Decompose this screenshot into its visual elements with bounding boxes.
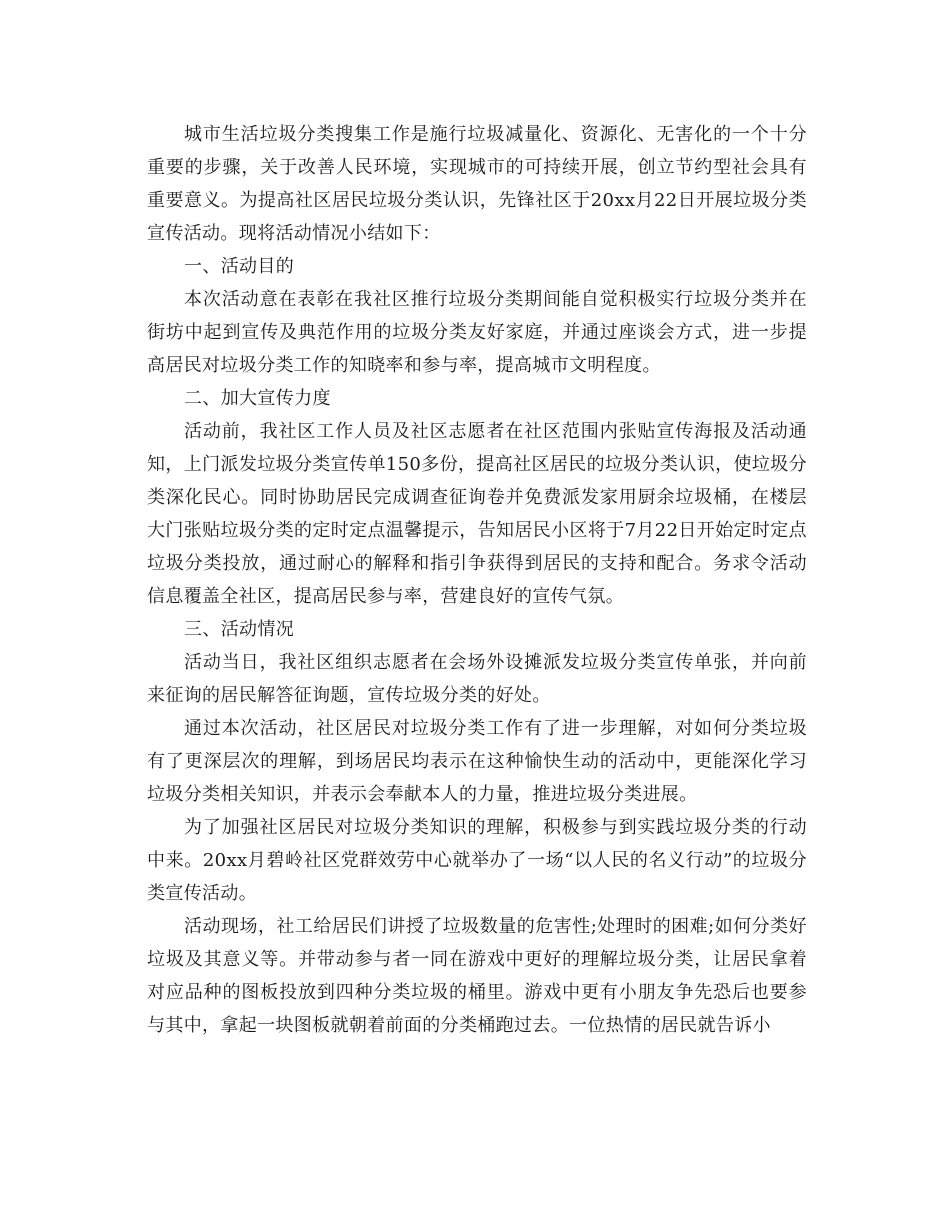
section-heading-activity: 三、活动情况 — [184, 619, 295, 640]
purpose-paragraph: 本次活动意在表彰在我社区推行垃圾分类期间能自觉积极实行垃圾分类并在街坊中起到宣传及典范作用的垃圾分类友好家庭，并通过座谈会方式，进一步提高居民对垃圾分类工作的知晓率和参与率，提高城市文明程度。 — [147, 289, 807, 376]
publicity-paragraph: 活动前，我社区工作人员及社区志愿者在社区范围内张贴宣传海报及活动通知，上门派发垃圾分类宣传单150多份，提高社区居民的垃圾分类认识，使垃圾分类深化民心。同时协助居民完成调查征询卷并免费派发家用厨余垃圾桶，在楼层大门张贴垃圾分类的定时定点温馨提示，告知居民小区将于7月22日开始定时定点垃圾分类投放，通过耐心的解释和指引争获得到居民的支持和配合。务求令活动信息覆盖全社区，提高居民参与率，营建良好的宣传气氛。 — [147, 421, 807, 607]
section-heading-purpose: 一、活动目的 — [184, 256, 295, 277]
activity-paragraph-4: 活动现场，社工给居民们讲授了垃圾数量的危害性;处理时的困难;如何分类好垃圾及其意义等。并带动参与者一同在游戏中更好的理解垃圾分类，让居民拿着对应品种的图板投放到四种分类垃圾的桶里。游戏中更有小朋友争先恐后也要参与其中，拿起一块图板就朝着前面的分类桶跑过去。一位热情的居民就告诉小 — [147, 916, 807, 1036]
document-body — [147, 118, 807, 1042]
activity-paragraph-1: 活动当日，我社区组织志愿者在会场外设摊派发垃圾分类宣传单张，并向前来征询的居民解答征询题，宣传垃圾分类的好处。 — [147, 652, 807, 706]
intro-paragraph: 城市生活垃圾分类搜集工作是施行垃圾减量化、资源化、无害化的一个十分重要的步骤，关于改善人民环境，实现城市的可持续开展，创立节约型社会具有重要意义。为提高社区居民垃圾分类认识，先锋社区于20xx月22日开展垃圾分类宣传活动。现将活动情况小结如下： — [147, 124, 807, 244]
activity-paragraph-3: 为了加强社区居民对垃圾分类知识的理解，积极参与到实践垃圾分类的行动中来。20xx月碧岭社区党群效劳中心就举办了一场“以人民的名义行动”的垃圾分类宣传活动。 — [147, 817, 807, 904]
section-heading-publicity: 二、加大宣传力度 — [184, 388, 331, 409]
activity-paragraph-2: 通过本次活动，社区居民对垃圾分类工作有了进一步理解，对如何分类垃圾有了更深层次的理解，到场居民均表示在这种愉快生动的活动中，更能深化学习垃圾分类相关知识，并表示会奉献本人的力量，推进垃圾分类进展。 — [147, 718, 807, 805]
